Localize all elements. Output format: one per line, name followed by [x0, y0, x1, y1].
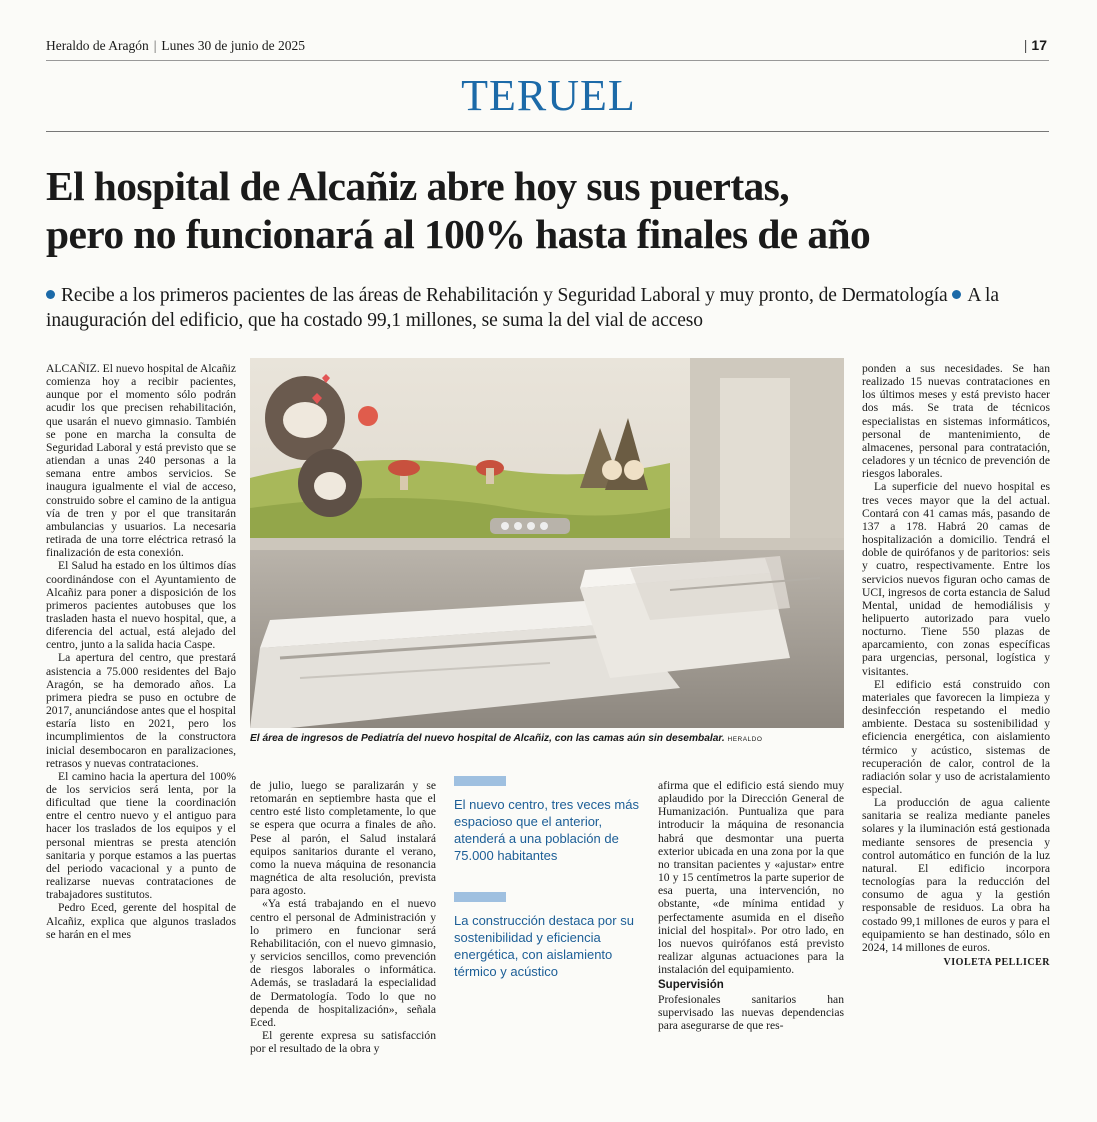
paragraph: ALCAÑIZ. El nuevo hospital de Alcañiz comienza hoy a recibir pacientes, aunque por el momento sólo podrán acudir los que precisen rehabilitación, que usarán el nuevo gimnasio. También se pone en marcha la consulta de Seguridad Laboral y está previsto que se atiendan a unas 240 personas a la semana entre ambos servicios. Se inaugura igualmente el vial de acceso, construido sobre el camino de la antigua vía de tren y por el que transitarán ambulancias y usuarios. La necesaria retirada de una torre eléctrica retrasó la finalización de esta conexión.: [46, 362, 236, 560]
photo-caption: [250, 733, 850, 744]
bullet-dot-icon: [46, 290, 55, 299]
quote-text: La construcción destaca por su sostenibilidad y eficiencia energética, con aislamiento térmico y acústico: [454, 913, 634, 979]
publication-name: Heraldo de Aragón: [46, 38, 149, 53]
body-column-4: [862, 362, 1050, 969]
paragraph: ponden a sus necesidades. Se han realizado 15 nuevas contrataciones en los últimos meses y está previsto hacer dos más. Se trata de técnicos especialistas en sistemas informáticos, personal de mantenimiento, de almacenes, personal para contratación, celadores y un técnico de prevención de riesgos laborales.: [862, 362, 1050, 481]
page-number-value: 17: [1031, 37, 1047, 53]
quote-text: El nuevo centro, tres veces más espacioso que el anterior, atenderá a una población de 75.000 habitantes: [454, 797, 639, 863]
headline-line-2: pero no funcionará al 100% hasta finales de año: [46, 211, 871, 257]
paragraph: El Salud ha estado en los últimos días coordinándose con el Ayuntamiento de Alcañiz para poner a disposición de los primeros pacientes autobuses que los trasladen hasta el nuevo hospital, que, a diferencia del actual, está alejado del centro, junto a la salida hacia Caspe.: [46, 559, 236, 652]
quote-bar: [454, 892, 506, 902]
pull-quote-2: [454, 892, 644, 980]
subhead-bullet-2: A la inauguración del edificio, que ha costado 99,1 millones, se suma la del vial de acceso: [46, 285, 999, 331]
hospital-room-photo: [250, 358, 844, 728]
headline-line-1: El hospital de Alcañiz abre hoy sus puertas,: [46, 163, 790, 209]
paragraph: «Ya está trabajando en el nuevo centro el personal de Administración y lo primero en funcionar será Rehabilitación, con el nuevo gimnasio, y servicios sencillos, como prevención de riesgos laborales o informática. Además, se trasladará la especialidad de Dermatología. Todo lo que no dependa de hospitalización», señala Eced.: [250, 897, 436, 1029]
body-column-1: [46, 362, 236, 941]
section-rule: [46, 131, 1049, 132]
section-subtitle: Supervisión: [658, 979, 724, 992]
paragraph: Profesionales sanitarios han supervisado las nuevas dependencias para asegurarse de que res-: [658, 992, 844, 1032]
header-separator: |: [153, 38, 157, 53]
paragraph: La superficie del nuevo hospital es tres veces mayor que la del actual. Contará con 41 camas más, pasando de 137 a 178. Habrá 20 camas de hospitalización a domicilio. Tendrá el doble de quirófanos y de paritorios: seis y cuatro, respectivamente. Entre los servicios nuevos figuran ocho camas de UCI, ingresos de corta estancia de Salud Mental, unidad de hemodiálisis y helipuerto autorizado para vuelo nocturno. Tiene 550 plazas de aparcamiento, con zonas específicas para urgencias, personal, logística y visitantes.: [862, 480, 1050, 678]
paragraph: afirma que el edificio está siendo muy aplaudido por la Dirección General de Humanización. Puntualiza que para introducir la máquina de resonancia habrá que desmontar una puerta exterior ubicada en una zona por la que no transitan pacientes y «ajustar» entre 10 y 15 centímetros la parte superior de esa puerta, una intervención, no obstante, «de mínima entidad y perfectamente asumida en el diseño inicial del hospital». Por otro lado, en los nuevos quirófanos está previsto realizar algunas actuaciones para la instalación del equipamiento.: [658, 779, 844, 977]
bullet-dot-icon: [952, 290, 961, 299]
subhead-bullet-1: Recibe a los primeros pacientes de las áreas de Rehabilitación y Seguridad Laboral y muy pronto, de Dermatología: [61, 285, 948, 306]
byline: VIOLETA PELLICER: [943, 957, 1050, 969]
paragraph: Pedro Eced, gerente del hospital de Alcañiz, explica que algunos traslados se harán en el mes: [46, 901, 236, 941]
caption-text: El área de ingresos de Pediatría del nuevo hospital de Alcañiz, con las camas aún sin desembalar.: [250, 733, 725, 744]
publication-date: Lunes 30 de junio de 2025: [161, 38, 306, 53]
paragraph: de julio, luego se paralizarán y se retomarán en septiembre hasta que el centro esté listo completamente, lo que se espera que ocurra a finales de año. Pese al parón, el Salud instalará equipos sanitarios durante el verano, como la nueva máquina de resonancia magnética de alta resolución, prevista para agosto.: [250, 779, 436, 898]
paragraph: La apertura del centro, que prestará asistencia a 75.000 residentes del Bajo Aragón, se ha demorado años. La primera piedra se puso en octubre de 2017, anunciándose antes que el hospital estaría listo en 2021, pero los incumplimientos de la constructora inicial desembocaron en paralizaciones, retrasos y nuevas contrataciones.: [46, 651, 236, 770]
photo-credit: HERALDO: [727, 736, 763, 743]
page-number: | 17: [1023, 37, 1047, 53]
quote-bar: [454, 776, 506, 786]
subheadline: [46, 283, 1051, 333]
pull-quote-1: [454, 776, 644, 864]
body-column-3: [658, 779, 844, 1032]
headline: [46, 162, 1057, 258]
top-rule: [46, 60, 1049, 61]
paragraph: La producción de agua caliente sanitaria se realiza mediante paneles solares y la iluminación está gestionada mediante sensores de presencia y control automático en función de la luz natural. El edificio incorpora tecnologías para la reducción del consumo de agua y la gestión responsable de residuos. La obra ha costado 99,1 millones de euros y para el equipamiento se han destinado, sólo en 2024, 14 millones de euros.: [862, 796, 1050, 954]
body-column-2: [250, 779, 436, 1055]
section-title: TERUEL: [461, 71, 636, 120]
paragraph: El edificio está construido con materiales que favorecen la limpieza y desinfección respetando el medio ambiente. Destaca su sostenibilidad y eficiencia energética, con aislamiento térmico y acústico, sistemas de recuperación de calor, control de la radiación solar y uso de acristalamiento especial.: [862, 677, 1050, 796]
photo-illustration: [250, 358, 844, 728]
masthead: [46, 38, 305, 54]
paragraph: El gerente expresa su satisfacción por el resultado de la obra y: [250, 1028, 436, 1056]
paragraph: El camino hacia la apertura del 100% de los servicios será lenta, por la dificultad que tiene la coordinación entre el centro nuevo y el antiguo para hacer los traslados de los equipos y el personal mientras se presta atención sanitaria y porque estamos a las puertas del periodo vacacional y a punto de realizarse nuevas contrataciones de trabajadores sustitutos.: [46, 769, 236, 902]
